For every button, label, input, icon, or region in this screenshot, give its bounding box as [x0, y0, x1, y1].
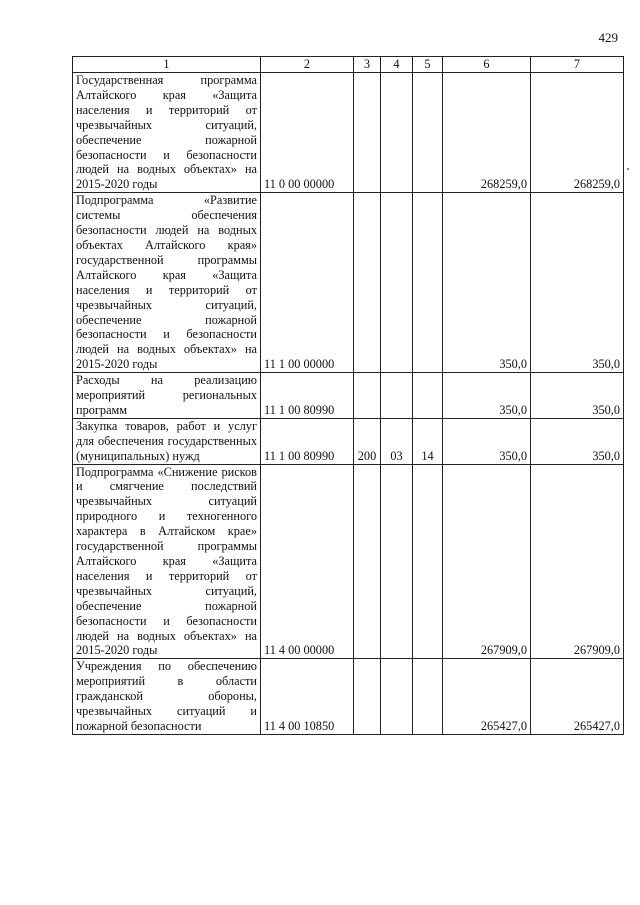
row-name: Закупка товаров, работ и услуг для обеспечения государственных (муниципальных) нужд: [73, 418, 261, 464]
row-code: 11 1 00 00000: [261, 193, 354, 373]
row-col-3: [354, 373, 381, 419]
row-col-3: 200: [354, 418, 381, 464]
table-row: [73, 373, 624, 419]
row-name: Подпрограмма «Развитие системы обеспечения безопасности людей на водных объектах Алтайского края» государственной программы Алтайского края «Защита населения и территорий от чрезвычайных ситуаций, обеспечение пожарной безопасности и безопасности людей на водных объектах» на 2015-2020 годы: [73, 193, 261, 373]
row-name: Государственная программа Алтайского края «Защита населения и территорий от чрезвычайных ситуаций, обеспечение пожарной безопасности и безопасности людей на водных объектах» на 2015-2020 годы: [73, 73, 261, 193]
row-col-4: 03: [381, 418, 413, 464]
row-col-3: [354, 73, 381, 193]
page-number: 429: [598, 30, 618, 45]
row-col-5: [413, 373, 443, 419]
row-col-7: 350,0: [531, 373, 624, 419]
scan-speck: [627, 168, 629, 170]
row-col-5: [413, 73, 443, 193]
row-name: Учреждения по обеспечению мероприятий в области гражданской обороны, чрезвычайных ситуаций и пожарной безопасности: [73, 659, 261, 735]
row-col-6: 265427,0: [443, 659, 531, 735]
header-col-5: 5: [413, 57, 443, 73]
row-col-5: [413, 464, 443, 659]
table-row: [73, 418, 624, 464]
row-code: 11 4 00 10850: [261, 659, 354, 735]
row-col-5: 14: [413, 418, 443, 464]
row-col-6: 350,0: [443, 418, 531, 464]
row-col-7: 350,0: [531, 418, 624, 464]
header-col-7: 7: [531, 57, 624, 73]
header-col-3: 3: [354, 57, 381, 73]
row-col-7: 268259,0: [531, 73, 624, 193]
table-header-row: [73, 57, 624, 73]
row-col-3: [354, 659, 381, 735]
table-row: [73, 659, 624, 735]
row-col-7: 267909,0: [531, 464, 624, 659]
row-col-5: [413, 659, 443, 735]
row-col-5: [413, 193, 443, 373]
header-col-2: 2: [261, 57, 354, 73]
table-row: [73, 464, 624, 659]
header-col-4: 4: [381, 57, 413, 73]
row-col-6: 268259,0: [443, 73, 531, 193]
row-col-4: [381, 464, 413, 659]
row-col-3: [354, 193, 381, 373]
row-name: Расходы на реализацию мероприятий региональных программ: [73, 373, 261, 419]
row-col-7: 350,0: [531, 193, 624, 373]
header-col-1: 1: [73, 57, 261, 73]
row-col-3: [354, 464, 381, 659]
row-col-6: 350,0: [443, 373, 531, 419]
row-col-6: 267909,0: [443, 464, 531, 659]
row-col-4: [381, 73, 413, 193]
row-code: 11 4 00 00000: [261, 464, 354, 659]
header-col-6: 6: [443, 57, 531, 73]
row-name: Подпрограмма «Снижение рисков и смягчение последствий чрезвычайных ситуаций природного и техногенного характера в Алтайском крае» государственной программы Алтайского края «Защита населения и территорий от чрезвычайных ситуаций, обеспечение пожарной безопасности и безопасности людей на водных объектах» на 2015-2020 годы: [73, 464, 261, 659]
row-col-7: 265427,0: [531, 659, 624, 735]
table-row: [73, 193, 624, 373]
table-row: [73, 73, 624, 193]
row-col-4: [381, 373, 413, 419]
row-col-6: 350,0: [443, 193, 531, 373]
budget-table: [72, 56, 624, 735]
row-col-4: [381, 659, 413, 735]
row-code: 11 1 00 80990: [261, 418, 354, 464]
row-code: 11 0 00 00000: [261, 73, 354, 193]
row-col-4: [381, 193, 413, 373]
row-code: 11 1 00 80990: [261, 373, 354, 419]
